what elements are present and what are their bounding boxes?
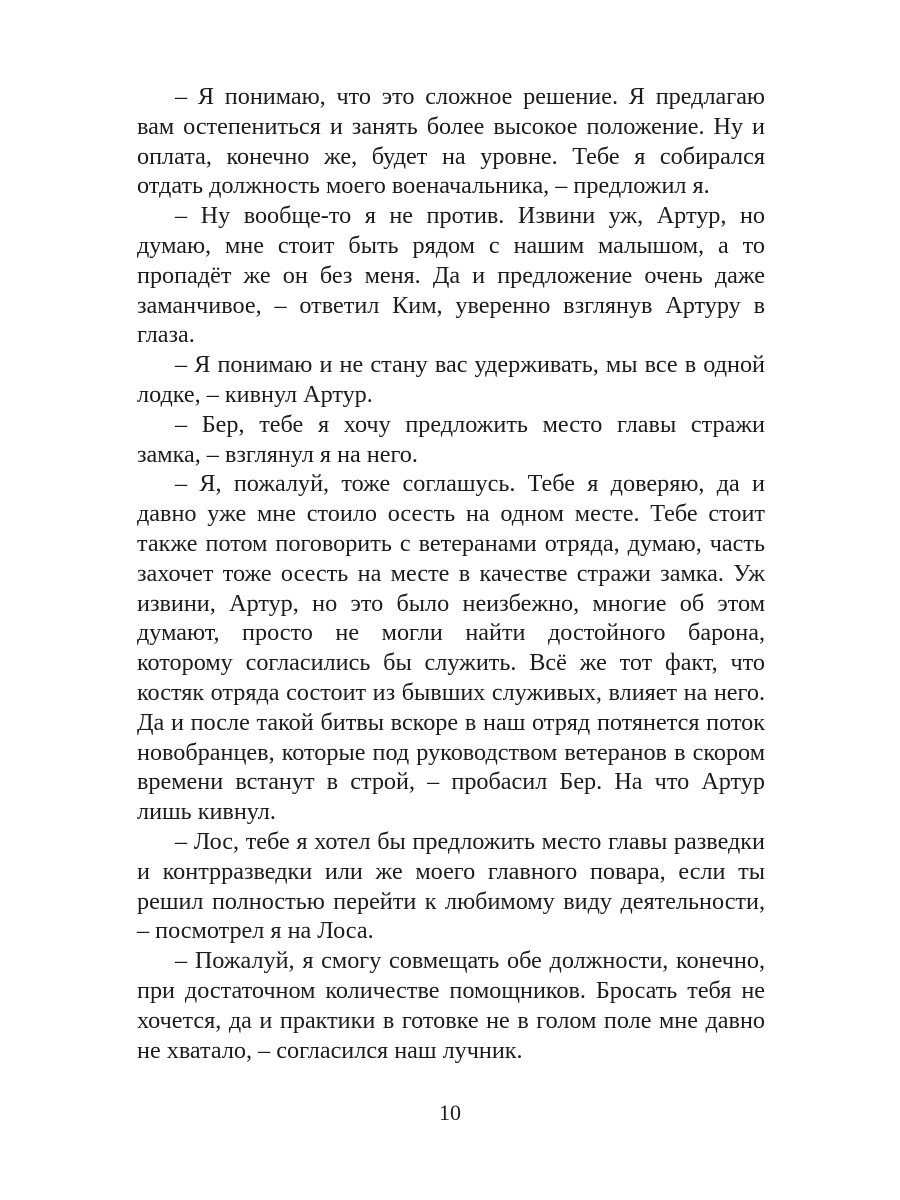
body-text	[137, 82, 765, 1065]
paragraph: – Лос, тебе я хотел бы предложить место главы разведки и контрразведки или же моего главного повара, если ты решил полностью перейти к любимому виду деятельности, – посмотрел я на Лоса.	[137, 827, 765, 945]
paragraph: – Пожалуй, я смогу совмещать обе должности, конечно, при достаточном количестве помощников. Бросать тебя не хочется, да и практики в готовке не в голом поле мне давно не хватало, – согласился наш лучник.	[137, 947, 765, 1064]
page-number: 10	[439, 1100, 461, 1125]
paragraph: – Я понимаю и не стану вас удерживать, мы все в одной лодке, – кивнул Артур.	[137, 351, 765, 408]
paragraph: – Я понимаю, что это сложное решение. Я предлагаю вам остепениться и занять более высокое положение. Ну и оплата, конечно же, будет на уровне. Тебе я собирался отдать должность моего военачальника, – предложил я.	[137, 83, 765, 200]
paragraph: – Бер, тебе я хочу предложить место главы стражи замка, – взглянул я на него.	[137, 410, 765, 468]
paragraph: – Ну вообще-то я не против. Извини уж, Артур, но думаю, мне стоит быть рядом с нашим малышом, а то пропадёт же он без меня. Да и предложение очень даже заманчивое, – ответил Ким, уверенно взглянув Артуру в глаза.	[137, 202, 765, 349]
paragraph: – Я, пожалуй, тоже соглашусь. Тебе я доверяю, да и давно уже мне стоило осесть на одном месте. Тебе стоит также потом поговорить с ветеранами отряда, думаю, часть захочет тоже осесть на месте в качестве стражи замка. Уж извини, Артур, но это было неизбежно, многие об этом думают, просто не могли найти достойного барона, которому согласились бы служить. Всё же тот факт, что костяк отряда состоит из бывших служивых, влияет на него. Да и после такой битвы вскоре в наш отряд потянется поток новобранцев, которые под руководством ветеранов в скором времени встанут в строй, – пробасил Бер. На что Артур лишь кивнул.	[137, 470, 765, 826]
